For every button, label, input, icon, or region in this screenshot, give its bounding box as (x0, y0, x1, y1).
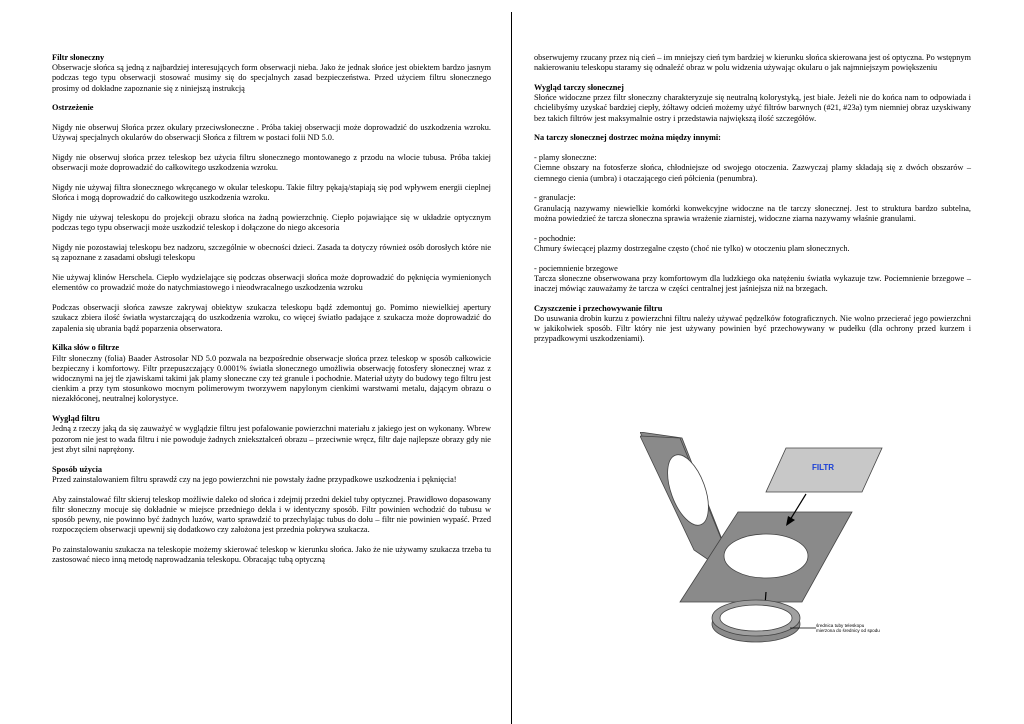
filter-diagram (640, 432, 890, 662)
tube-ring-inner (720, 605, 792, 631)
install-text: Aby zainstalować filtr skieruj teleskop możliwie daleko od słońca i zdejmij przedni dekiel tuby optycznej. Prawidłowo dopasowany filtr słoneczny mocuje się dokładnie w miejsce przedniego dekla i w identyczny sposób. Filtr powinien wchodzić do tubusu w sposób pewny, nie powinno być żadnych luzów, warto sprawdzić to przechylając tubus do dołu – filtr nie powinien wypaść. Przed rozpoczęciem obserwacji upewnij się dodatkowo czy założona jest przednia pokrywa szukacza. (52, 494, 491, 535)
heading-features: Na tarczy słonecznej dostrzec można między innymi: (534, 133, 721, 143)
feature-label: - plamy słoneczne: (534, 153, 597, 163)
heading-filtr-sloneczny: Filtr słoneczny (52, 53, 105, 62)
feature-item (534, 264, 971, 295)
cardboard-base-hole (724, 534, 808, 578)
usage-text: Przed zainstalowaniem filtru sprawdź czy na jego powierzchni nie powstały żadne przypadkowe uszkodzenia i pęknięcia! (52, 474, 457, 484)
feature-item (534, 234, 971, 254)
feature-item (534, 153, 971, 184)
section-filtr-sloneczny (52, 53, 491, 94)
feature-text: Granulacją nazywamy niewielkie komórki konwekcyjne widoczne na tle tarczy słonecznej. Jest to struktura bardzo subtelna, można powiedzieć że tarcza słoneczna sprawia wrażenie ziarnistej, widoczne ziarna nazywamy właśnie granulami. (534, 203, 971, 223)
warning-1: Nigdy nie obserwuj Słońca przez okulary przeciwsłoneczne . Próba takiej obserwacji może doprowadzić do uszkodzenia wzroku. Używaj specjalnych okularów do obserwacji Słońca z filtrem w postaci folii ND 5.0. (52, 123, 491, 143)
section-about (52, 343, 491, 404)
finder-text: Po zainstalowaniu szukacza na teleskopie możemy skierować teleskop w kierunku słońca. Jako że nie używamy szukacza trzeba tu zastosować nieco inną metodę naprowadzania teleskopu. Obracając tubą optyczną (52, 545, 491, 565)
feature-label: - granulacje: (534, 193, 576, 203)
section-look (52, 414, 491, 455)
look-text: Jedną z rzeczy jaką da się zauważyć w wyglądzie filtru jest pofalowanie powierzchni materiału z jakiego jest on wykonany. Wbrew pozorom nie jest to wada filtru i nie powoduje żadnych zniekształceń obrazu – przeciwnie wręcz, filtr daje najlepsze obrazy gdy nie jest zbyt silni naprężony. (52, 424, 491, 454)
warning-2: Nigdy nie obserwuj słońca przez teleskop bez użycia filtru słonecznego montowanego z przodu na wlocie tubusa. Próba takiej obserwacji może doprowadzić do całkowitego uszkodzenia wzroku. (52, 153, 491, 173)
heading-ostrzezenie: Ostrzeżenie (52, 103, 94, 113)
warning-3: Nigdy nie używaj filtra słonecznego wkręcanego w okular teleskopu. Takie filtry pękają/stapiają się pod wpływem energii cieplnej Słońca i mogą doprowadzić do całkowitego uszkodzenia wzroku. (52, 183, 491, 203)
warning-4: Nigdy nie używaj teleskopu do projekcji obrazu słońca na żadną powierzchnię. Ciepło pojawiające się w układzie optycznym podczas tego typu obserwacji może uszkodzić teleskop i dołączone do niego akcesoria (52, 213, 491, 233)
disc-text: Słońce widoczne przez filtr słoneczny charakteryzuje się neutralną kolorystyką, jest białe. Jeżeli nie do końca nam to odpowiada i chcielibyśmy uzyskać bardziej ciepły, żółtawy odcień możemy użyć filtrów barwnych (#21, #23a) tym niemniej obraz uzyskiwany bez takich filtrów jest maksymalnie ostry i przedstawia największą ilość szczegółów. (534, 93, 971, 123)
ring-caption: średnica tuby teleskopu mierzona do średnicy od spodu (816, 623, 880, 634)
heading-cleaning: Czyszczenie i przechowywanie filtru (534, 303, 663, 313)
cleaning-text: Do usuwania drobin kurzu z powierzchni filtru należy używać pędzelków fotograficznych. Nie wolno przecierać jego powierzchni w jakikolwiek sposób. Filtr który nie jest używany powinien być przechowywany w pudełku (dla ochrony przed kurzem i przypadkowymi uszkodzeniami). (534, 314, 971, 344)
feature-label: - pociemnienie brzegowe (534, 263, 618, 273)
intro-text: Obserwacje słońca są jedną z najbardziej interesujących form obserwacji nieba. Jako że jednak słońce jest obiektem bardzo jasnym podczas tego typu obserwacji stosować musimy się do specjalnych zasad bezpieczeństwa. Przed użyciem filtru słonecznego prosimy od dokładne zapoznanie się z niniejszą instrukcją (52, 63, 491, 93)
feature-item (534, 193, 971, 224)
left-column (52, 53, 491, 575)
heading-about: Kilka słów o filtrze (52, 343, 120, 353)
section-disc (534, 83, 971, 124)
feature-text: Tarcza słoneczne obserwowana przy komfortowym dla ludzkiego oka natężeniu światła wykazuje tzw. Pociemnienie brzegowe – inaczej mówiąc zauważamy że tarcza w części centralnej jest jaśniejsza niż na brzegach. (534, 273, 971, 294)
continued-text: obserwujemy rzucany przez nią cień – im mniejszy cień tym bardziej w kierunku słońca skierowana jest oś optyczna. Po wstępnym nakierowaniu teleskopu staramy się odnaleźć obraz w polu widzenia używając okularu o jak najmniejszym powiększeniu (534, 53, 971, 73)
feature-text: Chmury świecącej plazmy dostrzegalne często (choć nie tylko) w otoczeniu plam słonecznych. (534, 243, 850, 253)
warning-5: Nigdy nie pozostawiaj teleskopu bez nadzoru, szczególnie w obecności dzieci. Zasada ta dotyczy również osób dorosłych które nie są zapoznane z zasadami obsługi teleskopu (52, 243, 491, 263)
feature-text: Ciemne obszary na fotosferze słońca, chłodniejsze od swojego otoczenia. Zazwyczaj plamy składają się z dwóch obszarów – ciemnego cienia (umbra) i otaczającego cień półcienia (penumbra). (534, 163, 971, 183)
about-text: Filtr słoneczny (folia) Baader Astrosolar ND 5.0 pozwala na bezpośrednie obserwacje słońca przez teleskop w sposób całkowicie bezpieczny i komfortowy. Filtr przepuszczający 0.0001% światła słonecznego umożliwia obserwację fotosfery słonecznej wraz z widocznymi na jej tle zjawiskami takimi jak plamy słoneczne czy też granule i pochodnie. Materiał użyty do budowy tego filtru jest cienkim a przy tym stosunkowo mocnym polimerowym tworzywem napylonym cienkimi warstwami metalu, dającym obrazu o niezakłóconej, neutralnej kolorystyce. (52, 353, 491, 404)
heading-disc: Wygląd tarczy słonecznej (534, 83, 624, 92)
section-cleaning (534, 304, 971, 345)
heading-usage: Sposób użycia (52, 464, 103, 474)
heading-look: Wygląd filtru (52, 414, 100, 424)
warning-7: Podczas obserwacji słońca zawsze zakrywaj obiektyw szukacza teleskopu bądź zdemontuj go. Pomimo niewielkiej apertury szukacz zbiera ilość światła wystarczającą do uszkodzenia wzroku, co więcej światło padające z szukacza może doprowadzić do zapalenia się ubrania bądź poparzenia obserwatora. (52, 303, 491, 333)
right-column (534, 53, 971, 354)
feature-label: - pochodnie: (534, 233, 576, 243)
section-usage (52, 465, 491, 485)
page-divider (511, 12, 512, 724)
warning-6: Nie używaj klinów Herschela. Ciepło wydzielające się podczas obserwacji słońca może doprowadzić do pęknięcia wymienionych elementów co prowadzić może do natychmiastowego i nieodwracalnego uszkodzenia wzroku (52, 273, 491, 293)
filter-label: FILTR (811, 463, 835, 472)
